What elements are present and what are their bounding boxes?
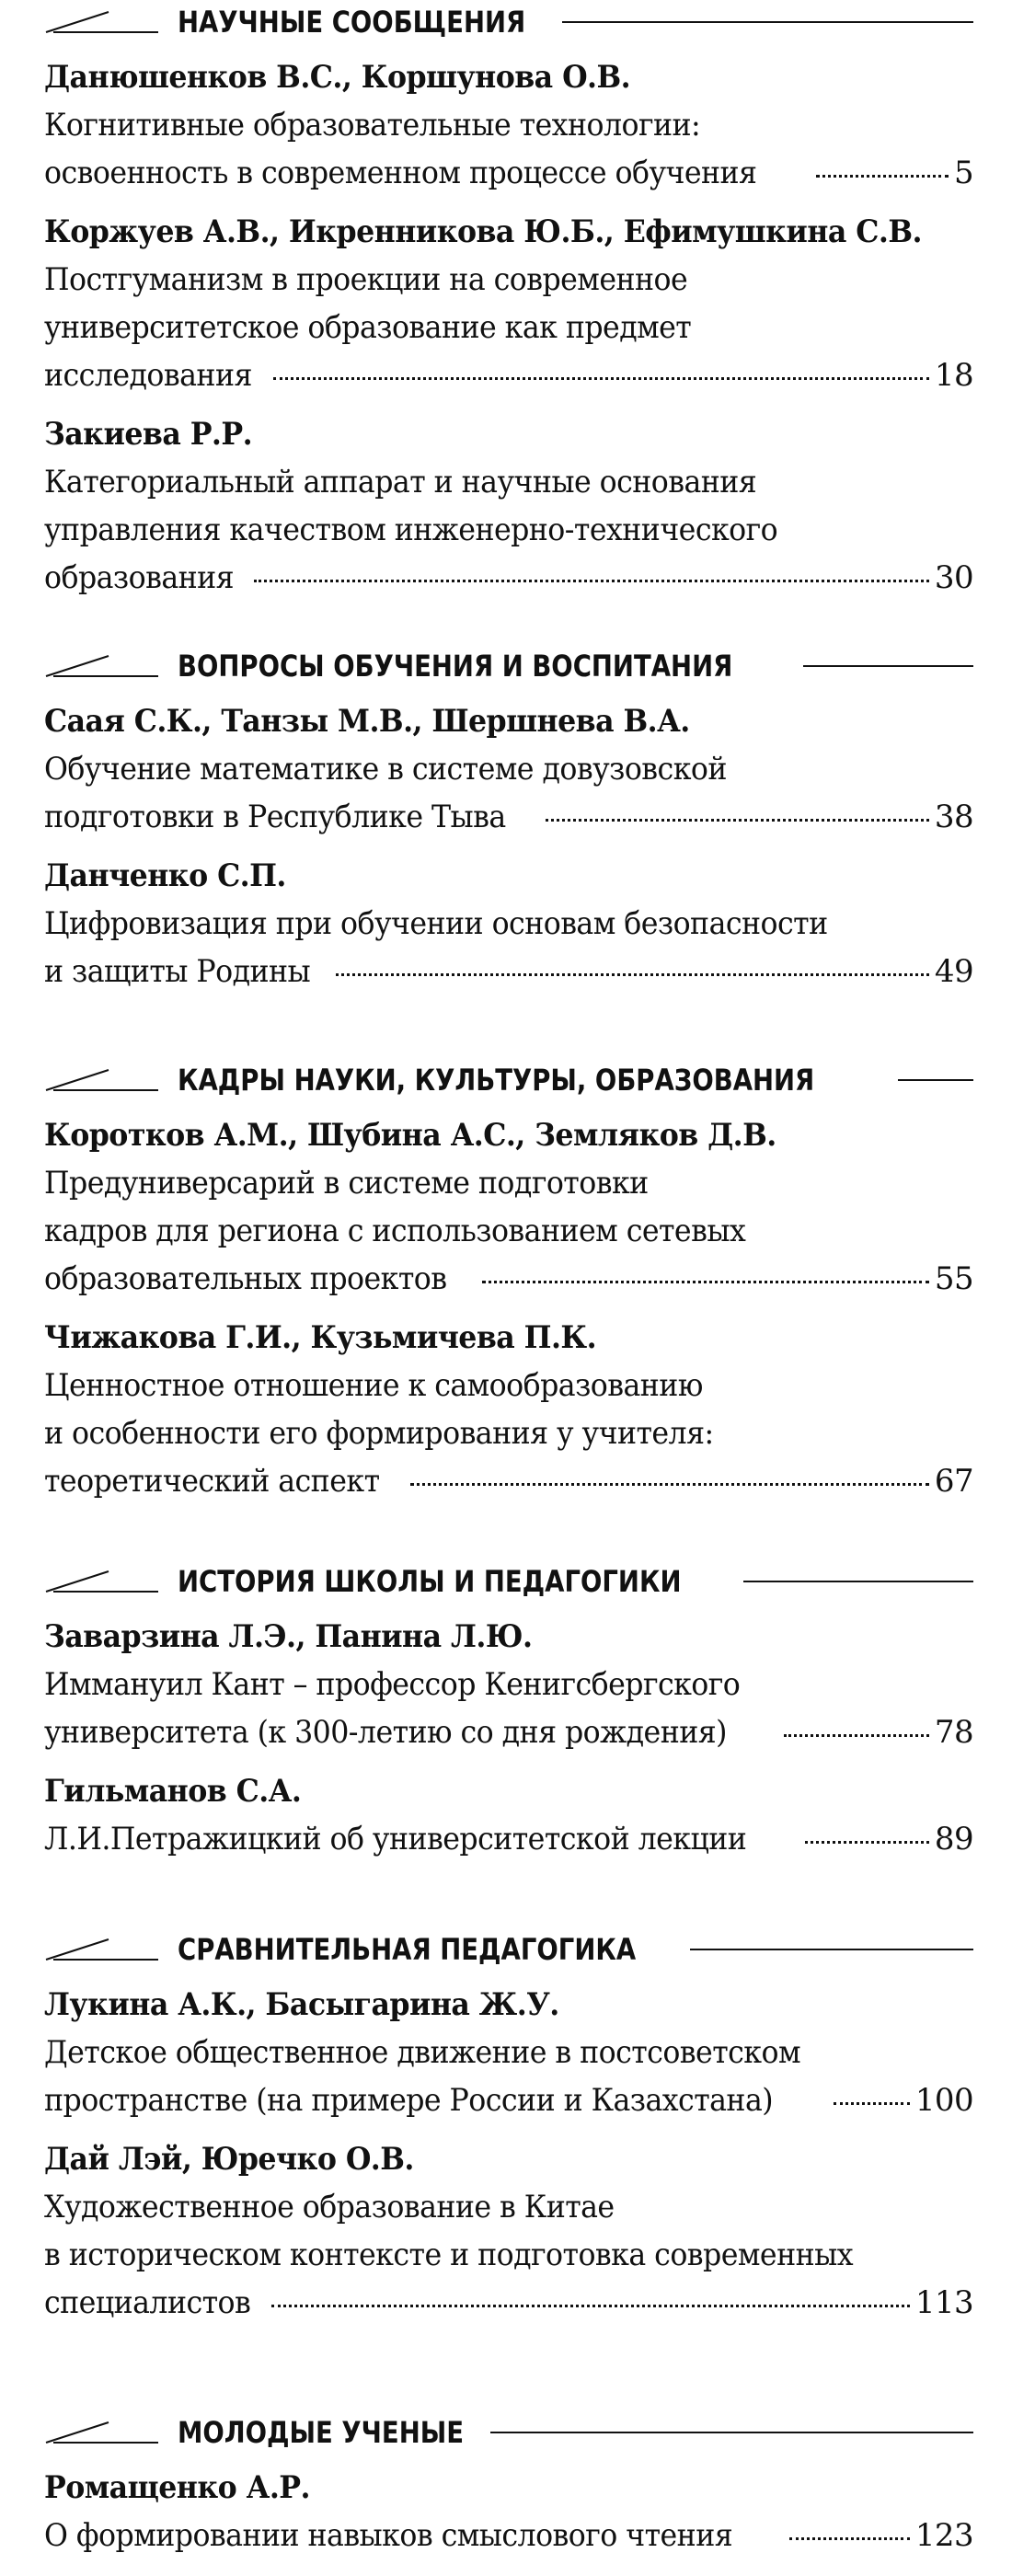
entry-authors: Заварзина Л.Э., Панина Л.Ю.: [44, 1618, 533, 1655]
entry-last-line: [44, 1255, 973, 1303]
section-header: [44, 1559, 973, 1604]
entry-authors: Коржуев А.В., Икренникова Ю.Б., Ефимушкина С.В.: [44, 213, 922, 250]
toc-entry[interactable]: [44, 53, 973, 197]
toc-section: [44, 1559, 973, 1863]
swoosh-line-icon: [44, 1066, 159, 1094]
toc-section: [44, 0, 973, 602]
toc-entry[interactable]: [44, 208, 973, 399]
page-number: 55: [934, 1260, 973, 1297]
entry-title-line: О формировании навыков смыслового чтения: [44, 2517, 733, 2554]
entry-last-line: [44, 351, 973, 399]
page-number: 113: [914, 2284, 973, 2321]
entry-authors: Лукина А.К., Басыгарина Ж.У.: [44, 1986, 559, 2023]
entry-last-line: [44, 1457, 973, 1505]
dot-leader: [273, 366, 929, 380]
dot-leader: [784, 1723, 929, 1737]
entry-title-line: Когнитивные образовательные технологии:: [44, 107, 701, 144]
page-number: 123: [914, 2517, 973, 2554]
entry-authors: Гильманов С.А.: [44, 1773, 302, 1810]
toc-section: [44, 1058, 973, 1505]
entry-title-line: подготовки в Республике Тыва: [44, 799, 506, 835]
page-number: 67: [934, 1463, 973, 1500]
swoosh-line-icon: [44, 1568, 159, 1595]
page-number: 89: [934, 1821, 973, 1857]
entry-last-line: [44, 2512, 973, 2559]
section-title: ИСТОРИЯ ШКОЛЫ И ПЕДАГОГИКИ: [178, 1564, 682, 1599]
dot-leader: [834, 2091, 910, 2105]
toc-entry[interactable]: [44, 2135, 973, 2327]
toc-entry[interactable]: [44, 1767, 973, 1863]
swoosh-line-icon: [44, 652, 159, 680]
entry-title-line: и особенности его формирования у учителя:: [44, 1415, 714, 1452]
entry-title-line: кадров для региона с использованием сетевых: [44, 1213, 746, 1249]
entry-title-line: Обучение математике в системе довузовской: [44, 751, 727, 788]
toc-entry[interactable]: [44, 1111, 973, 1303]
dot-leader: [482, 1270, 928, 1283]
entry-title-line: в историческом контексте и подготовка современных: [44, 2237, 853, 2273]
section-header: [44, 2410, 973, 2455]
swoosh-line-icon: [44, 1936, 159, 1963]
entry-last-line: [44, 1815, 973, 1863]
entry-title-line: Предуниверсарий в системе подготовки: [44, 1165, 649, 1202]
entry-title-line: теоретический аспект: [44, 1463, 380, 1500]
section-title: СРАВНИТЕЛЬНАЯ ПЕДАГОГИКА: [178, 1932, 637, 1967]
dot-leader: [789, 2526, 909, 2540]
entry-last-line: [44, 2279, 973, 2327]
entry-last-line: [44, 1708, 973, 1756]
entry-authors: Коротков А.М., Шубина А.С., Земляков Д.В.: [44, 1117, 776, 1154]
entry-title-line: Художественное образование в Китае: [44, 2189, 615, 2225]
entry-last-line: [44, 554, 973, 602]
entry-authors: Закиева Р.Р.: [44, 416, 253, 453]
section-title: МОЛОДЫЕ УЧЕНЫЕ: [178, 2415, 465, 2450]
entry-authors: Чижакова Г.И., Кузьмичева П.К.: [44, 1319, 597, 1356]
entry-title-line: образовательных проектов: [44, 1260, 447, 1297]
section-rule: [803, 665, 974, 667]
page-number: 5: [953, 155, 973, 191]
entry-last-line: [44, 948, 973, 995]
toc-entry[interactable]: [44, 697, 973, 841]
entry-title-line: освоенность в современном процессе обучения: [44, 155, 757, 191]
dot-leader: [336, 962, 929, 976]
toc-entry[interactable]: [44, 1314, 973, 1505]
entry-title-line: Ценностное отношение к самообразованию: [44, 1367, 703, 1404]
dot-leader: [271, 2294, 910, 2307]
section-header: [44, 1927, 973, 1972]
toc-entry[interactable]: [44, 410, 973, 602]
section-title: НАУЧНЫЕ СООБЩЕНИЯ: [178, 5, 526, 40]
toc-entry[interactable]: [44, 2464, 973, 2559]
toc-entry[interactable]: [44, 1981, 973, 2124]
dot-leader: [254, 569, 929, 582]
section-rule: [898, 1079, 973, 1081]
entry-title-line: пространстве (на примере России и Казахстана): [44, 2082, 774, 2119]
entry-title-line: Иммануил Кант – профессор Кенигсбергского: [44, 1666, 741, 1703]
entry-title-line: исследования: [44, 357, 252, 394]
entry-authors: Данченко С.П.: [44, 857, 286, 894]
dot-leader: [546, 808, 929, 822]
toc-section: [44, 644, 973, 995]
dot-leader: [816, 164, 949, 178]
entry-title-line: управления качеством инженерно-технического: [44, 512, 778, 548]
entry-last-line: [44, 793, 973, 841]
dot-leader: [805, 1830, 929, 1844]
swoosh-line-icon: [44, 2419, 159, 2446]
toc-entry[interactable]: [44, 1613, 973, 1756]
page-number: 30: [934, 559, 973, 596]
entry-title-line: Детское общественное движение в постсоветском: [44, 2034, 801, 2071]
swoosh-line-icon: [44, 8, 159, 36]
section-header: [44, 0, 973, 44]
toc-section: [44, 2410, 973, 2559]
section-rule: [490, 2432, 973, 2433]
entry-authors: Ромащенко А.Р.: [44, 2469, 310, 2506]
section-header: [44, 1058, 973, 1102]
page-number: 100: [914, 2082, 973, 2119]
entry-title-line: Постгуманизм в проекции на современное: [44, 261, 688, 298]
entry-title-line: университетское образование как предмет: [44, 309, 692, 346]
page-number: 18: [934, 357, 973, 394]
entry-title-line: образования: [44, 559, 235, 596]
entry-title-line: Цифровизация при обучении основам безопасности: [44, 905, 828, 942]
entry-authors: Данюшенков В.С., Коршунова О.В.: [44, 59, 631, 96]
section-title: КАДРЫ НАУКИ, КУЛЬТУРЫ, ОБРАЗОВАНИЯ: [178, 1063, 815, 1098]
entry-title-line: специалистов: [44, 2284, 251, 2321]
toc-entry[interactable]: [44, 852, 973, 995]
entry-title-line: университета (к 300-летию со дня рождения): [44, 1714, 727, 1751]
entry-authors: Дай Лэй, Юречко О.В.: [44, 2141, 414, 2178]
entry-authors: Саая С.К., Танзы М.В., Шершнева В.А.: [44, 703, 690, 740]
section-rule: [562, 21, 973, 23]
page-number: 38: [934, 799, 973, 835]
toc-section: [44, 1927, 973, 2327]
entry-title-line: Л.И.Петражицкий об университетской лекции: [44, 1821, 747, 1857]
page-number: 78: [934, 1714, 973, 1751]
dot-leader: [410, 1472, 929, 1486]
entry-last-line: [44, 2076, 973, 2124]
entry-last-line: [44, 149, 973, 197]
section-title: ВОПРОСЫ ОБУЧЕНИЯ И ВОСПИТАНИЯ: [178, 649, 733, 684]
page-number: 49: [934, 953, 973, 990]
section-rule: [690, 1949, 973, 1950]
section-rule: [743, 1581, 973, 1582]
section-header: [44, 644, 973, 688]
entry-title-line: Категориальный аппарат и научные основания: [44, 464, 757, 500]
entry-title-line: и защиты Родины: [44, 953, 311, 990]
